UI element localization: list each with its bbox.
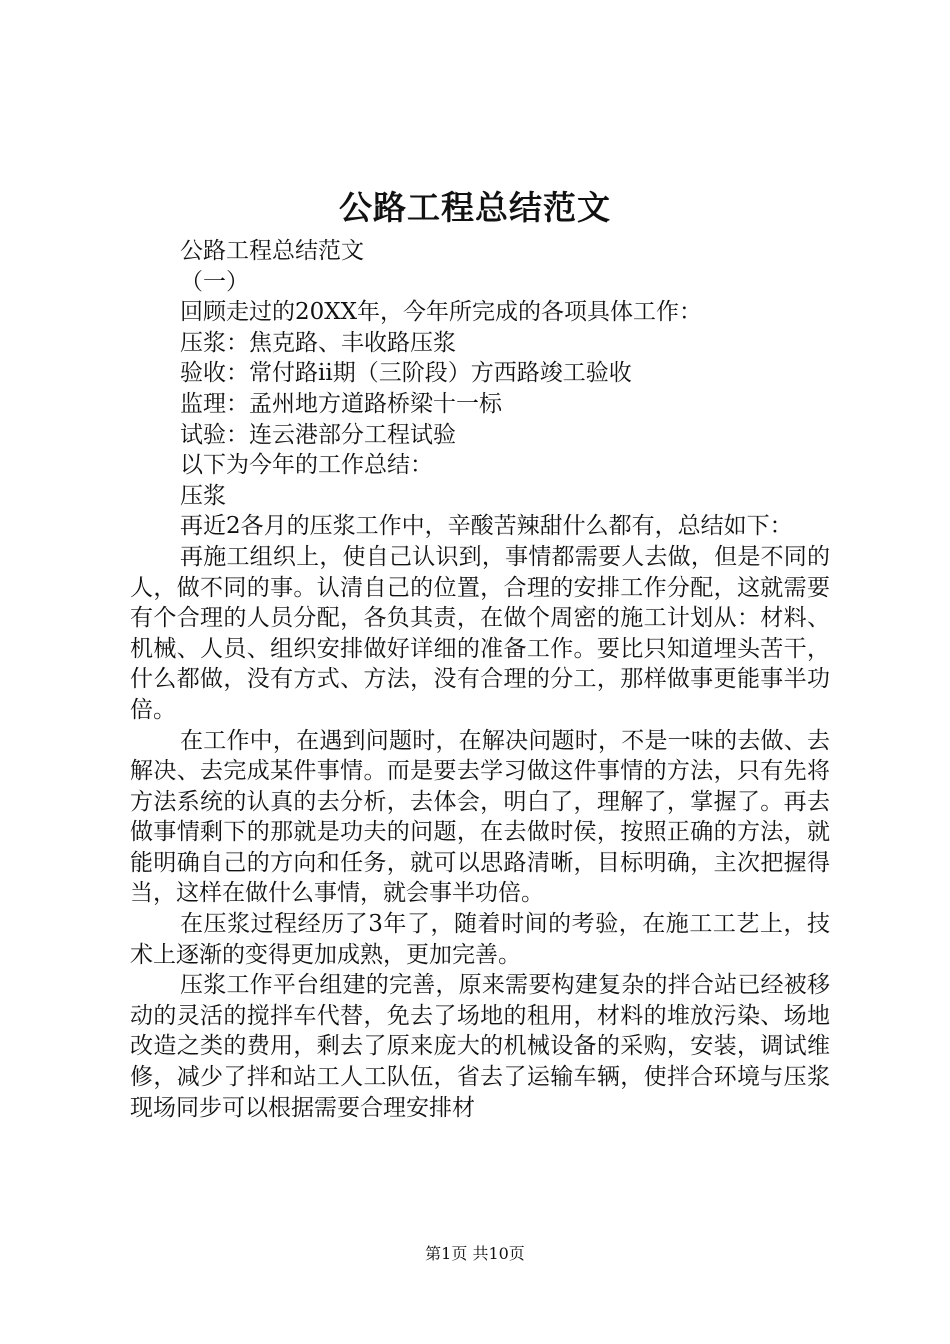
document-title: 公路工程总结范文	[339, 188, 611, 227]
body-line-review: 回顾走过的20XX年，今年所完成的各项具体工作：	[180, 299, 703, 326]
page-footer: 第1页 共10页	[425, 1244, 525, 1263]
document-body	[130, 236, 830, 1123]
body-paragraph: 再施工组织上，使自己认识到，事情都需要人去做，但是不同的人，做不同的事。认清自己的位置，合理的安排工作分配，这就需要有个合理的人员分配，各负其责，在做个周密的施工计划从：材料、机械、人员、组织安排做好详细的准备工作。要比只知道埋头苦干，什么都做，没有方式、方法，没有合理的分工，那样做事更能事半功倍。	[130, 543, 830, 723]
body-line-section-number: （一）	[180, 268, 249, 295]
body-line-supervision: 监理：孟州地方道路桥梁十一标	[180, 390, 502, 417]
body-paragraph: 在工作中，在遇到问题时，在解决问题时，不是一味的去做、去解决、去完成某件事情。而是要去学习做这件事情的方法，只有先将方法系统的认真的去分析，去体会，明白了，理解了，掌握了。再去做事情剩下的那就是功夫的问题，在去做时侯，按照正确的方法，就能明确自己的方向和任务，就可以思路清晰，目标明确，主次把握得当，这样在做什么事情，就会事半功倍。	[130, 727, 830, 907]
body-line-acceptance: 验收：常付路ii期（三阶段）方西路竣工验收	[180, 360, 632, 387]
body-line-subheading-grouting: 压浆	[180, 482, 226, 509]
body-line-heading: 公路工程总结范文	[180, 238, 364, 264]
body-line-grouting: 压浆：焦克路、丰收路压浆	[180, 329, 456, 356]
body-paragraph: 在压浆过程经历了3年了，随着时间的考验，在施工工艺上，技术上逐渐的变得更加成熟，更加完善。	[130, 911, 830, 968]
body-line-testing: 试验：连云港部分工程试验	[180, 421, 456, 448]
body-paragraph: 再近2各月的压浆工作中，辛酸苦辣甜什么都有，总结如下：	[180, 513, 793, 540]
body-line-summary-intro: 以下为今年的工作总结：	[180, 452, 433, 479]
body-paragraph: 压浆工作平台组建的完善，原来需要构建复杂的拌合站已经被移动的灵活的搅拌车代替，免去了场地的租用，材料的堆放污染、场地改造之类的费用，剩去了原来庞大的机械设备的采购，安装，调试维修，减少了拌和站工人工队伍，省去了运输车辆，使拌合环境与压浆现场同步可以根据需要合理安排材	[130, 972, 830, 1121]
